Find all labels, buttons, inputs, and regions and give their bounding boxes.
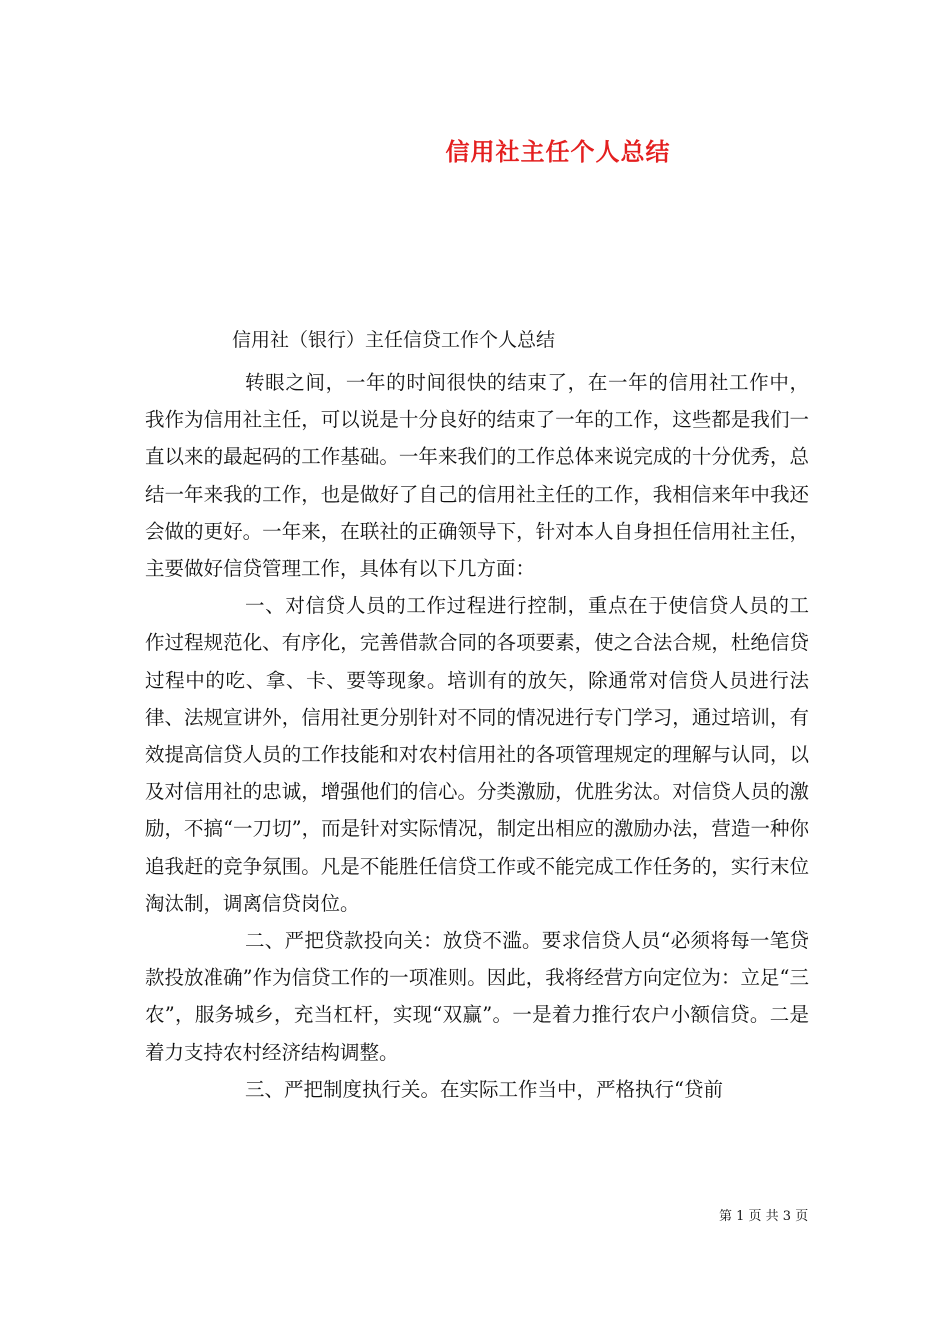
paragraph-section-1: 一、对信贷人员的工作过程进行控制，重点在于使信贷人员的工作过程规范化、有序化，完善借款合同的各项要素，使之合法合规，杜绝信贷过程中的吃、拿、卡、要等现象。培训有的放矢，除通常对信贷人员进行法律、法规宣讲外，信用社更分别针对不同的情况进行专门学习，通过培训，有效提高信贷人员的工作技能和对农村信用社的各项管理规定的理解与认同，以及对信用社的忠诚，增强他们的信心。分类激励，优胜劣汰。对信贷人员的激励，不搞“一刀切”，而是针对实际情况，制定出相应的激励办法，营造一种你追我赶的竞争氛围。凡是不能胜任信贷工作或不能完成工作任务的，实行末位淘汰制，调离信贷岗位。 xyxy=(145,594,809,915)
document-subtitle: 信用社（银行）主任信贷工作个人总结 xyxy=(232,329,556,351)
paragraph-intro: 转眼之间，一年的时间很快的结束了，在一年的信用社工作中，我作为信用社主任，可以说是十分良好的结束了一年的工作，这些都是我们一直以来的最起码的工作基础。一年来我们的工作总体来说完成的十分优秀，总结一年来我的工作，也是做好了自己的信用社主任的工作，我相信来年中我还会做的更好。一年来，在联社的正确领导下，针对本人自身担任信用社主任，主要做好信贷管理工作，具体有以下几方面： xyxy=(145,371,809,581)
paragraph-section-3: 三、严把制度执行关。在实际工作当中，严格执行“贷前 xyxy=(245,1077,723,1101)
document-body xyxy=(145,364,809,1108)
page-footer: 第 1 页 共 3 页 xyxy=(719,1209,809,1224)
paragraph-section-2: 二、严把贷款投向关：放贷不滥。要求信贷人员“必须将每一笔贷款投放准确”作为信贷工作的一项准则。因此，我将经营方向定位为：立足“三农”，服务城乡，充当杠杆，实现“双赢”。一是着力推行农户小额信贷。二是着力支持农村经济结构调整。 xyxy=(145,929,809,1064)
document-title: 信用社主任个人总结 xyxy=(445,138,671,166)
